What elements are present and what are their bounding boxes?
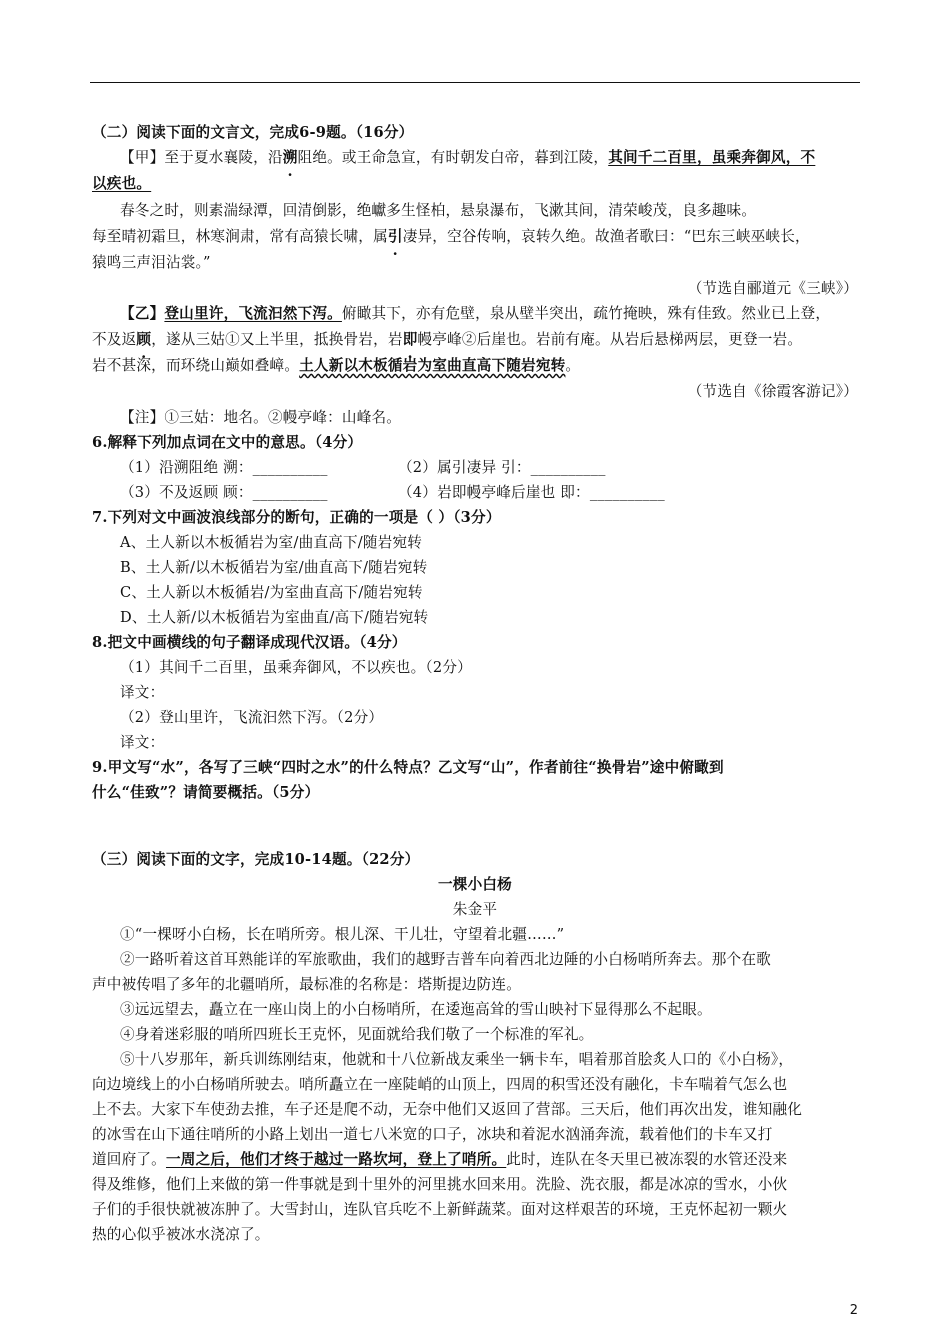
- yi-line-3: 岩不甚深，而环绕山巅如叠嶂。土人新以木板循岩为室曲直高下随岩宛转。: [92, 357, 581, 374]
- yi-line-2: 不及返顾，遂从三姑①又上半里，抵换骨岩，岩即幔亭峰②后崖也。岩前有庵。从岩后悬梯两层，更登一岩。: [92, 331, 803, 348]
- q8-translation-1: 译文：: [120, 684, 165, 701]
- jia-line-2: 以疾也。: [92, 175, 152, 192]
- yi-line-1: 【乙】登山里许，飞流汩然下泻。俯瞰其下，亦有危壁，泉从壁半突出，疏竹掩映，殊有佳致。然业已上登，: [120, 305, 831, 322]
- paragraph-5-line-5: 道回府了。一周之后，他们才终于越过一路坎坷，登上了哨所。此时，连队在冬天里已被冻裂的水管还没来: [92, 1151, 788, 1168]
- paragraph-2-line-1: ②一路听着这首耳熟能详的军旅歌曲，我们的越野吉普车向着西北边陲的小白杨哨所奔去。那个在歌: [120, 951, 771, 968]
- wavy-underlined-sentence: 土人新以木板循岩为室曲直高下随岩宛转: [299, 357, 566, 374]
- header-rule: [90, 82, 860, 83]
- q6-item-4: （4）岩即幔亭峰后崖也 即：__________: [398, 484, 665, 501]
- paragraph-5-line-1: ⑤十八岁那年，新兵训练刚结束，他就和十八位新战友乘坐一辆卡车，唱着那首脍炙人口的《小白杨》，: [120, 1051, 794, 1068]
- paragraph-2-line-2: 声中被传唱了多年的北疆哨所，最标准的名称是：塔斯提边防连。: [92, 976, 522, 993]
- paragraph-5-line-6: 得及维修，他们上来做的第一件事就是到十里外的河里挑水回来用。洗脸、洗衣服，都是冰凉的雪水，小伙: [92, 1176, 788, 1193]
- q8-item-1: （1）其间千二百里，虽乘奔御风，不以疾也。（2分）: [120, 659, 472, 676]
- question-7: 7.下列对文中画波浪线部分的断句，正确的一项是（ ）（3分）: [92, 509, 501, 526]
- q6-item-3: （3）不及返顾 顾：__________: [120, 484, 328, 501]
- section2-heading: （二）阅读下面的文言文，完成6-9题。（16分）: [92, 124, 414, 141]
- paragraph-5-line-8: 热的心似乎被冰水浇凉了。: [92, 1226, 270, 1243]
- article-title: 一棵小白杨: [438, 876, 512, 893]
- q7-option-b: B、土人新/以木板循岩为室/曲直高下/随岩宛转: [120, 559, 428, 576]
- question-6: 6.解释下列加点词在文中的意思。（4分）: [92, 434, 363, 451]
- underlined-sentence: 登山里许，飞流汩然下泻。: [164, 305, 342, 322]
- q7-option-d: D、土人新/以木板循岩为室曲直/高下/随岩宛转: [120, 609, 429, 626]
- paragraph-3: ③远远望去，矗立在一座山岗上的小白杨哨所，在逶迤高耸的雪山映衬下显得那么不起眼。: [120, 1001, 712, 1018]
- paragraph-1: ①“一棵呀小白杨，长在哨所旁。根儿深、干儿壮，守望着北疆……”: [120, 926, 565, 943]
- article-author: 朱金平: [452, 901, 498, 918]
- q7-option-c: C、土人新以木板循岩/为室曲直高下/随岩宛转: [120, 584, 423, 601]
- q8-item-2: （2）登山里许，飞流汩然下泻。（2分）: [120, 709, 384, 726]
- q6-item-2: （2）属引凄异 引：__________: [398, 459, 606, 476]
- paragraph-5-line-2: 向边境线上的小白杨哨所驶去。哨所矗立在一座陡峭的山顶上，四周的积雪还没有融化，卡车喘着气怎么也: [92, 1076, 788, 1093]
- section3-heading: （三）阅读下面的文字，完成10-14题。（22分）: [92, 851, 420, 868]
- annotation-note: 【注】①三姑：地名。②幔亭峰：山峰名。: [120, 409, 402, 426]
- jia-source: （节选自郦道元《三峡》）: [687, 280, 858, 297]
- dotted-word: 顾: [136, 331, 152, 348]
- paragraph-5-line-7: 子们的手很快就被冻肿了。大雪封山，连队官兵吃不上新鲜蔬菜。面对这样艰苦的环境，王克怀起初一颗火: [92, 1201, 788, 1218]
- question-9-line-2: 什么“佳致”？请简要概括。（5分）: [92, 784, 320, 801]
- page-number: 2: [849, 1303, 858, 1318]
- paragraph-5-line-4: 的冰雪在山下通往哨所的小路上划出一道七八米宽的口子，冰块和着泥水汹涌奔流，载着他们的卡车又打: [92, 1126, 773, 1143]
- yi-source: （节选自《徐霞客游记》）: [687, 383, 858, 400]
- q8-translation-2: 译文：: [120, 734, 165, 751]
- paragraph-5-line-3: 上不去。大家下车使劲去推，车子还是爬不动，无奈中他们又返回了营部。三天后，他们再次出发，谁知融化: [92, 1101, 803, 1118]
- question-8: 8.把文中画横线的句子翻译成现代汉语。（4分）: [92, 634, 407, 651]
- jia-line-1: 【甲】至于夏水襄陵，沿溯阻绝。或王命急宣，有时朝发白帝，暮到江陵，其间千二百里，虽乘奔御风，不: [120, 149, 816, 166]
- underlined-sentence: 一周之后，他们才终于越过一路坎坷，登上了哨所。: [165, 1151, 507, 1168]
- jia-line-5: 猿鸣三声泪沾裳。”: [92, 254, 211, 271]
- paragraph-4: ④身着迷彩服的哨所四班长王克怀，见面就给我们敬了一个标准的军礼。: [120, 1026, 594, 1043]
- q6-item-1: （1）沿溯阻绝 溯：__________: [120, 459, 328, 476]
- jia-line-3: 春冬之时，则素湍绿潭，回清倒影，绝巘多生怪柏，悬泉瀑布，飞漱其间，清荣峻茂，良多趣味。: [120, 202, 757, 219]
- dotted-word: 引: [387, 228, 403, 245]
- jia-line-4: 每至晴初霜旦，林寒涧肃，常有高猿长啸，属引凄异，空谷传响，哀转久绝。故渔者歌曰：“巴东三峡巫峡长，: [92, 228, 810, 245]
- question-9-line-1: 9.甲文写“水”，各写了三峡“四时之水”的什么特点？乙文写“山”，作者前往“换骨岩”途中俯瞰到: [92, 759, 724, 776]
- dotted-word: 溯: [282, 149, 298, 166]
- underlined-sentence: 其间千二百里，虽乘奔御风，不: [608, 149, 816, 166]
- dotted-word: 即: [402, 331, 418, 348]
- q7-option-a: A、土人新以木板循岩为室/曲直高下/随岩宛转: [120, 534, 423, 551]
